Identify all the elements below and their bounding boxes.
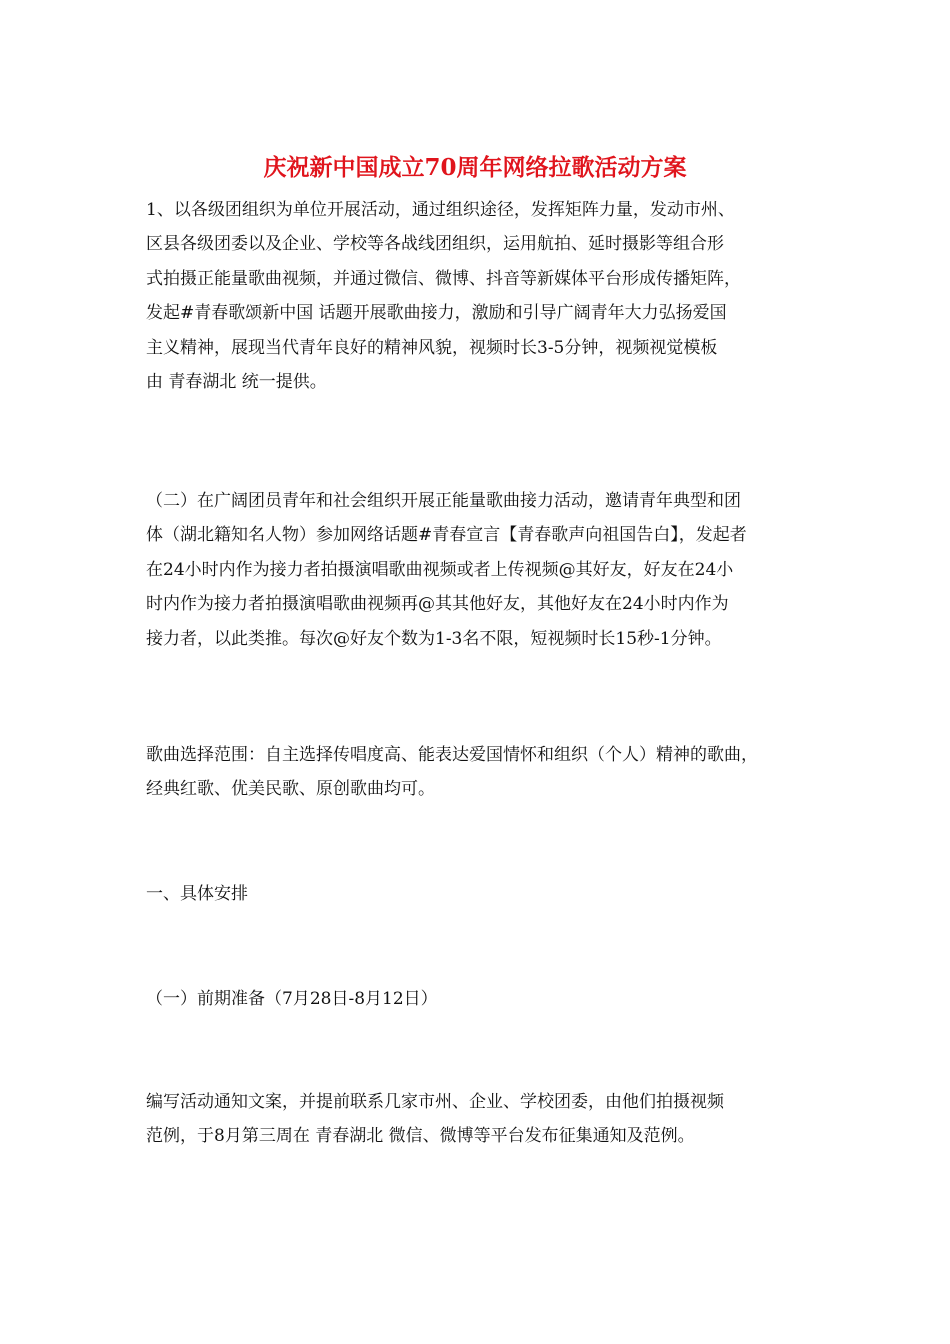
paragraph-3 — [146, 738, 836, 807]
paragraph-line: 体（湖北籍知名人物）参加网络话题#青春宣言【青春歌声向祖国告白】，发起者 — [146, 525, 747, 546]
heading-line: （一）前期准备（7月28日-8月12日） — [146, 989, 438, 1009]
paragraph-line: 范例，于8月第三周在 青春湖北 微信、微博等平台发布征集通知及范例。 — [146, 1126, 695, 1147]
paragraph-line: 发起#青春歌颂新中国 话题开展歌曲接力，激励和引导广阔青年大力弘扬爱国 — [146, 303, 727, 324]
paragraph-line: 接力者，以此类推。每次@好友个数为1-3名不限，短视频时长15秒-1分钟。 — [146, 628, 722, 649]
paragraph-line: 区县各级团委以及企业、学校等各战线团组织，运用航拍、延时摄影等组合形 — [146, 234, 724, 255]
section-subheading-1 — [146, 982, 836, 1016]
paragraph-line: 主义精神，展现当代青年良好的精神风貌，视频时长3-5分钟，视频视觉模板 — [146, 337, 718, 358]
paragraph-line: 时内作为接力者拍摄演唱歌曲视频再@其其他好友，其他好友在24小时内作为 — [146, 594, 729, 615]
heading-line: 一、具体安排 — [146, 884, 248, 904]
paragraph-2 — [146, 484, 836, 656]
paragraph-line: （二）在广阔团员青年和社会组织开展正能量歌曲接力活动，邀请青年典型和团 — [146, 491, 741, 511]
paragraph-1 — [146, 193, 836, 399]
paragraph-line: 歌曲选择范围：自主选择传唱度高、能表达爱国情怀和组织（个人）精神的歌曲， — [146, 745, 758, 765]
paragraph-line: 经典红歌、优美民歌、原创歌曲均可。 — [146, 779, 435, 800]
document-title: 庆祝新中国成立70周年网络拉歌活动方案 — [263, 154, 687, 181]
paragraph-line: 由 青春湖北 统一提供。 — [146, 371, 327, 392]
paragraph-line: 式拍摄正能量歌曲视频，并通过微信、微博、抖音等新媒体平台形成传播矩阵， — [146, 268, 741, 289]
paragraph-line: 1、以各级团组织为单位开展活动，通过组织途径，发挥矩阵力量，发动市州、 — [146, 200, 735, 220]
paragraph-4 — [146, 1085, 836, 1154]
paragraph-line: 编写活动通知文案，并提前联系几家市州、企业、学校团委，由他们拍摄视频 — [146, 1092, 724, 1112]
paragraph-line: 在24小时内作为接力者拍摄演唱歌曲视频或者上传视频@其好友，好友在24小 — [146, 559, 734, 580]
section-heading-1 — [146, 877, 836, 911]
